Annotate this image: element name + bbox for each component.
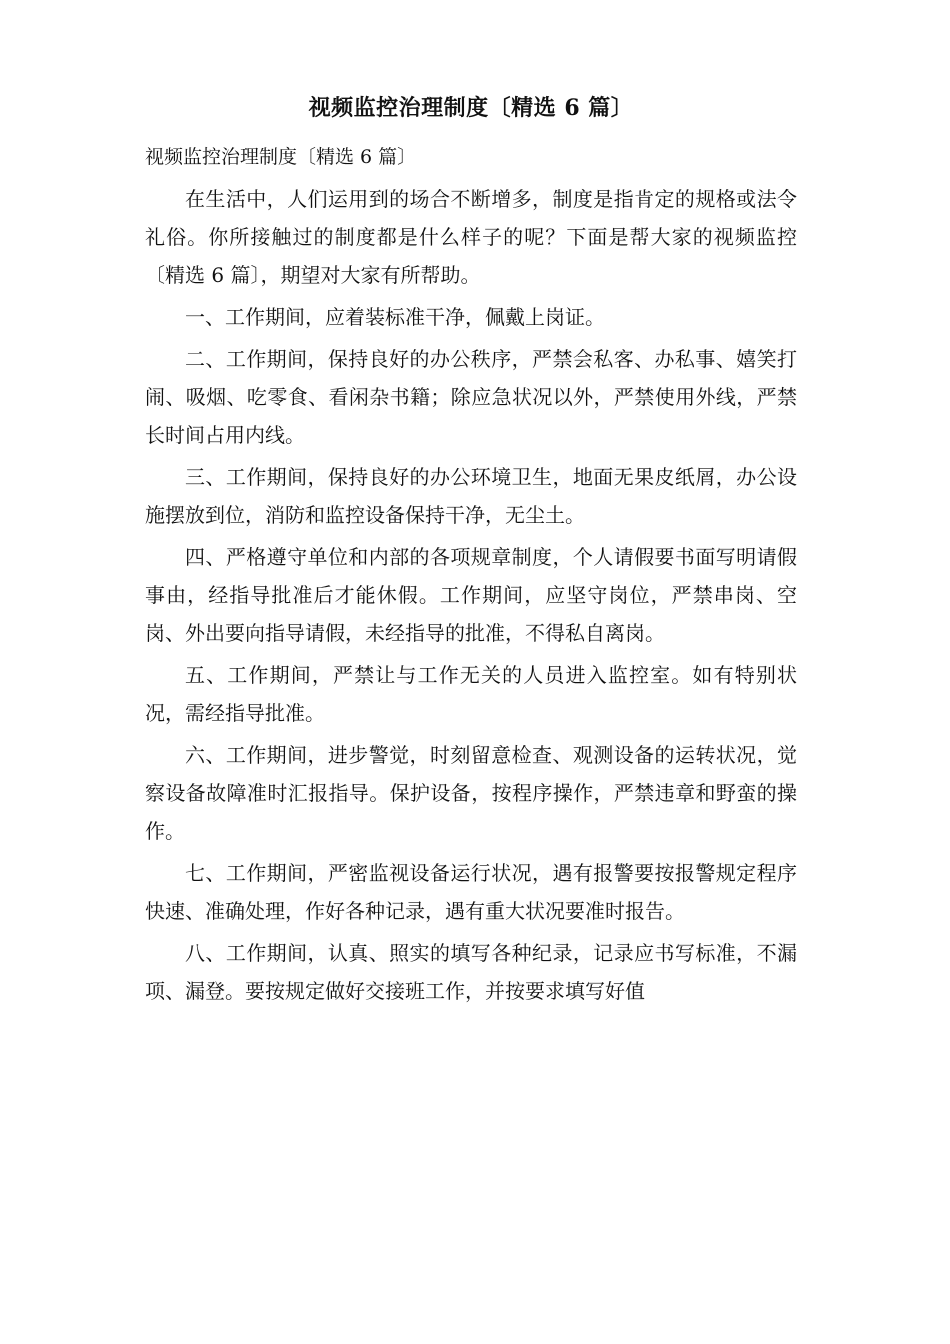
paragraph-rule-5: 五、工作期间，严禁让与工作无关的人员进入监控室。如有特别状况，需经指导批准。	[145, 663, 797, 725]
document-page	[145, 88, 797, 1014]
paragraph-rule-4: 四、严格遵守单位和内部的各项规章制度，个人请假要书面写明请假事由，经指导批准后才能休假。工作期间，应坚守岗位，严禁串岗、空岗、外出要向指导请假，未经指导的批准，不得私自离岗。	[145, 545, 797, 645]
paragraph-rule-8: 八、工作期间，认真、照实的填写各种纪录，记录应书写标准，不漏项、漏登。要按规定做好交接班工作，并按要求填写好值	[145, 941, 797, 1003]
document-title: 视频监控治理制度〔精选 6 篇〕	[308, 95, 634, 121]
paragraph-intro: 在生活中，人们运用到的场合不断增多，制度是指肯定的规格或法令礼俗。你所接触过的制度都是什么样子的呢？下面是帮大家的视频监控〔精选 6 篇〕，期望对大家有所帮助。	[145, 187, 797, 287]
paragraph-rule-2: 二、工作期间，保持良好的办公秩序，严禁会私客、办私事、嬉笑打闹、吸烟、吃零食、看闲杂书籍；除应急状况以外，严禁使用外线，严禁长时间占用内线。	[145, 347, 797, 447]
paragraph-rule-6: 六、工作期间，进步警觉，时刻留意检查、观测设备的运转状况，觉察设备故障准时汇报指导。保护设备，按程序操作，严禁违章和野蛮的操作。	[145, 743, 797, 843]
paragraph-rule-1: 一、工作期间，应着装标准干净，佩戴上岗证。	[185, 305, 605, 329]
document-subtitle: 视频监控治理制度〔精选 6 篇〕	[145, 146, 417, 168]
paragraph-rule-7: 七、工作期间，严密监视设备运行状况，遇有报警要按报警规定程序快速、准确处理，作好各种记录，遇有重大状况要准时报告。	[145, 861, 797, 923]
paragraph-rule-3: 三、工作期间，保持良好的办公环境卫生，地面无果皮纸屑，办公设施摆放到位，消防和监控设备保持干净，无尘土。	[145, 465, 797, 527]
